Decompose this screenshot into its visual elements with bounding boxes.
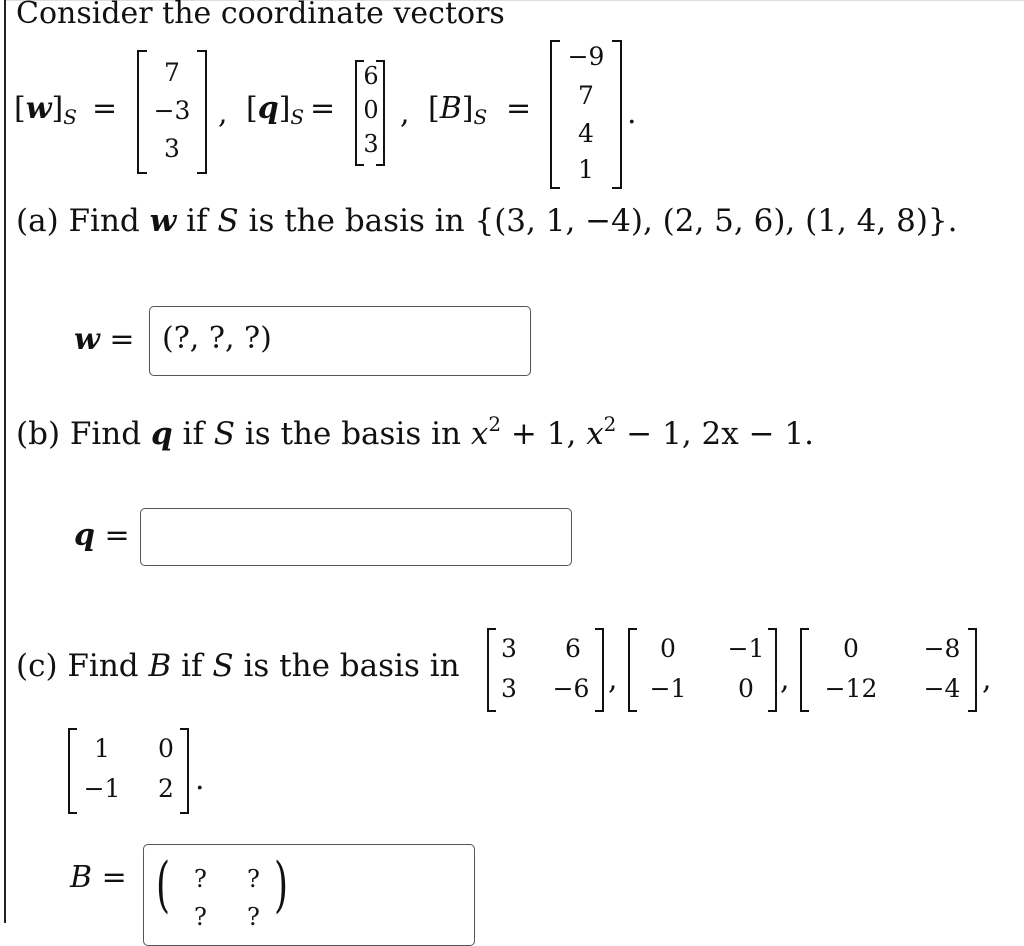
m2-a12: −1 [727,634,765,663]
comma-m3: , [982,662,992,697]
w-vector-label: $[w]_S$ [14,91,77,129]
comma-m2: , [780,662,790,697]
m1-a12: 6 [565,634,581,663]
b-entry-4: 1 [578,155,594,184]
part-a-question: (a) Find w if S is the basis in {(3, 1, −4), (2, 5, 6), (1, 4, 8)}. [16,203,958,239]
b-entry-3: 4 [578,119,594,148]
part-c-right-paren: ) [274,850,289,920]
part-b-answer-input[interactable] [140,508,572,566]
m1-a21: 3 [501,674,517,703]
m3-a11: 0 [843,634,859,663]
part-c-answer-input[interactable] [143,844,475,946]
part-c-left-paren: ( [156,850,171,920]
q-entry-1: 6 [363,62,379,90]
frame-left-border [4,0,6,923]
period-1: . [627,96,637,131]
part-c-cell-12: ? [247,865,260,893]
b-entry-1: −9 [567,42,605,71]
comma-1: , [218,96,228,131]
part-c-cell-21: ? [194,903,207,931]
q-entry-2: 0 [363,96,379,124]
comma-2: , [400,96,410,131]
intro-text: Consider the coordinate vectors [16,0,505,31]
m4-a12: 0 [158,734,174,763]
m1-a22: −6 [552,674,590,703]
b-equals: = [506,91,532,126]
part-a-answer-value: (?, ?, ?) [162,321,272,356]
b-entry-2: 7 [578,81,594,110]
part-a-answer-input[interactable] [149,306,531,376]
m3-a21: −12 [824,674,878,703]
m2-a11: 0 [660,634,676,663]
part-c-answer-label: B = [70,860,127,895]
q-equals: = [310,91,336,126]
part-b-answer-label: q = [74,518,130,553]
part-c-cell-22: ? [247,903,260,931]
m2-a22: 0 [738,674,754,703]
w-entry-2: −3 [153,96,191,125]
part-c-cell-11: ? [194,865,207,893]
b-vector-label: $[B]_S$ [428,91,488,129]
m4-a22: 2 [158,774,174,803]
q-vector-label: $[q]_S$ [246,91,305,129]
m4-a11: 1 [94,734,110,763]
q-entry-3: 3 [363,130,379,158]
w-entry-1: 7 [164,58,180,87]
m3-a22: −4 [923,674,961,703]
w-equals: = [92,91,118,126]
part-c-question: (c) Find B if S is the basis in [16,648,460,684]
m1-a11: 3 [501,634,517,663]
part-a-answer-label: w = [74,322,135,357]
m3-a12: −8 [923,634,961,663]
part-b-question: (b) Find q if S is the basis in $x^2 + 1$, $x^2 - 1$, 2x − 1. [16,412,814,452]
w-entry-3: 3 [164,134,180,163]
m4-a21: −1 [83,774,121,803]
m2-a21: −1 [649,674,687,703]
comma-m1: , [608,662,618,697]
period-m4: . [195,762,205,797]
